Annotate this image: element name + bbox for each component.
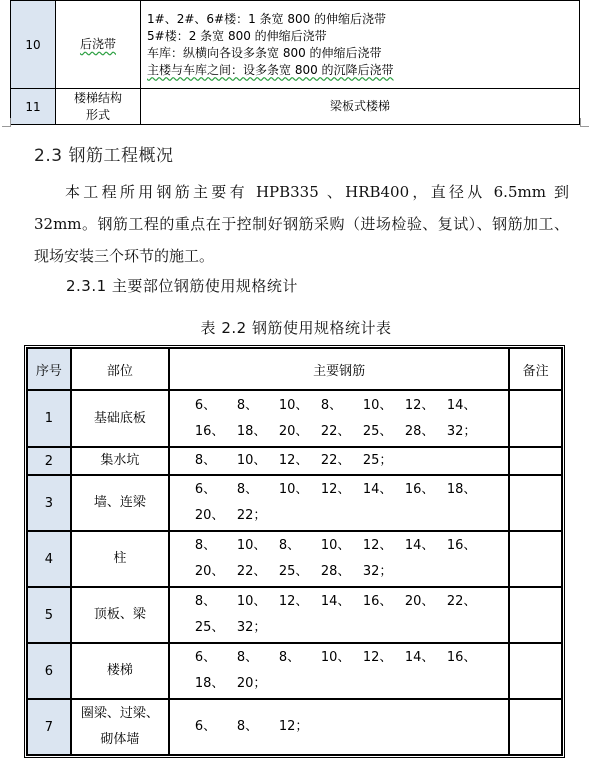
row-part: 集水坑 [71, 447, 169, 475]
row-part: 柱 [71, 531, 169, 587]
rebar-sizes [169, 475, 509, 531]
rebar-size: 8、 [236, 397, 259, 413]
rebar-sizes [169, 699, 509, 755]
table-row [27, 699, 562, 755]
rebar-sizes [169, 447, 509, 475]
row-number: 1 [27, 390, 71, 447]
rebar-size-line [195, 419, 508, 445]
row-part: 墙、连梁 [71, 475, 169, 531]
row-part [71, 699, 169, 755]
rebar-size: 8、 [278, 650, 301, 665]
row-remarks [509, 643, 562, 699]
rebar-size: 12； [278, 719, 309, 734]
row-remarks [509, 699, 562, 755]
rebar-size: 8、 [236, 482, 259, 497]
rebar-size: 28、 [320, 564, 351, 579]
rebar-size: 12、 [404, 397, 435, 413]
header-remarks: 备注 [509, 348, 562, 390]
rebar-size: 10、 [320, 538, 351, 553]
rebar-sizes [169, 531, 509, 587]
rebar-size: 10、 [362, 397, 393, 413]
row-number: 4 [27, 531, 71, 587]
header-index: 序号 [27, 348, 71, 390]
rebar-size: 10、 [278, 397, 309, 413]
rebar-size: 32； [446, 423, 477, 439]
row-number: 7 [27, 699, 71, 755]
rebar-size: 8、 [236, 650, 259, 665]
section-heading: 2.3 钢筋工程概况 [34, 146, 174, 166]
page-corner-marker [2, 118, 11, 127]
table-row [11, 89, 580, 125]
rebar-size: 22、 [320, 423, 351, 439]
rebar-size: 25、 [278, 564, 309, 579]
rebar-size: 28、 [404, 423, 435, 439]
rebar-size: 8、 [194, 453, 217, 468]
page-corner-marker [580, 118, 589, 127]
table-row [27, 587, 562, 643]
table-row [27, 531, 562, 587]
rebar-size-line [195, 393, 508, 419]
row-description [141, 1, 580, 89]
table-row [27, 447, 562, 475]
rebar-size: 20； [236, 676, 267, 691]
rebar-size: 20、 [278, 423, 309, 439]
rebar-size: 8、 [320, 397, 343, 413]
row-part: 楼梯结构 形式 [56, 89, 141, 125]
row-description: 梁板式楼梯 [141, 89, 580, 125]
rebar-size-line [195, 645, 508, 671]
rebar-size: 16、 [362, 594, 393, 609]
row-remarks [509, 447, 562, 475]
rebar-size: 8、 [194, 594, 217, 609]
rebar-size: 6、 [194, 482, 217, 497]
rebar-size: 8、 [194, 538, 217, 553]
row-remarks [509, 587, 562, 643]
description-line: 1#、2#、6#楼：1 条宽 800 的伸缩后浇带 [147, 11, 387, 26]
rebar-size-line [195, 671, 508, 697]
rebar-size-line [195, 448, 508, 474]
rebar-size: 25； [362, 453, 393, 468]
rebar-size: 6、 [194, 719, 217, 734]
rebar-size: 20、 [404, 594, 435, 609]
table-caption: 表 2.2 钢筋使用规格统计表 [200, 319, 392, 337]
rebar-size: 10、 [278, 482, 309, 497]
rebar-size: 20、 [194, 508, 225, 523]
rebar-size: 20、 [194, 564, 225, 579]
rebar-size: 18、 [194, 676, 225, 691]
rebar-size: 14、 [362, 482, 393, 497]
rebar-size: 14、 [404, 650, 435, 665]
row-number: 2 [27, 447, 71, 475]
rebar-size: 16、 [446, 538, 477, 553]
rebar-size: 8、 [278, 538, 301, 553]
rebar-size: 12、 [278, 453, 309, 468]
rebar-size: 16、 [194, 423, 225, 439]
rebar-size-line [195, 503, 508, 529]
row-part: 顶板、梁 [71, 587, 169, 643]
rebar-size: 18、 [446, 482, 477, 497]
table-row [11, 1, 580, 89]
rebar-size: 16、 [446, 650, 477, 665]
rebar-size-line [195, 477, 508, 503]
rebar-table-body [27, 390, 562, 755]
rebar-size: 6、 [194, 650, 217, 665]
header-part: 部位 [71, 348, 169, 390]
rebar-sizes [169, 390, 509, 447]
table-header-row [27, 348, 562, 390]
rebar-size: 10、 [236, 538, 267, 553]
table-row [27, 390, 562, 447]
rebar-sizes [169, 643, 509, 699]
description-line: 主楼与车库之间：设多条宽 800 的沉降后浇带 [147, 62, 394, 77]
row-number: 3 [27, 475, 71, 531]
table-row [27, 643, 562, 699]
rebar-size: 22； [236, 508, 267, 523]
row-remarks [509, 531, 562, 587]
rebar-size: 25、 [194, 620, 225, 635]
table-row [27, 475, 562, 531]
header-main-rebar: 主要钢筋 [169, 348, 509, 390]
rebar-size-line [195, 533, 508, 559]
rebar-size: 16、 [404, 482, 435, 497]
row-part: 楼梯 [71, 643, 169, 699]
row-number: 5 [27, 587, 71, 643]
rebar-size: 32； [236, 620, 267, 635]
rebar-size: 12、 [278, 594, 309, 609]
rebar-size: 10、 [320, 650, 351, 665]
row-number: 6 [27, 643, 71, 699]
rebar-size: 12、 [362, 538, 393, 553]
rebar-size-line [195, 589, 508, 615]
section-paragraph: 本工程所用钢筋主要有 HPB335 、HRB400，直径从 6.5mm 到 32mm。钢筋工程的重点在于控制好钢筋采购（进场检验、复试）、钢筋加工、现场安装三个环节的施工。 [34, 183, 569, 265]
rebar-size: 25、 [362, 423, 393, 439]
rebar-size: 22、 [320, 453, 351, 468]
row-part: 后浇带 [56, 1, 141, 89]
rebar-size: 14、 [404, 538, 435, 553]
rebar-size: 18、 [236, 423, 267, 439]
row-part: 基础底板 [71, 390, 169, 447]
part-line: 圈梁、过梁、 [80, 706, 159, 721]
rebar-size-line [195, 615, 508, 641]
rebar-size: 12、 [320, 482, 351, 497]
rebar-sizes [169, 587, 509, 643]
part-line: 砌体墙 [100, 732, 140, 747]
subsection-heading: 2.3.1 主要部位钢筋使用规格统计 [66, 277, 298, 295]
rebar-size: 32； [362, 564, 393, 579]
row-number: 11 [11, 89, 56, 125]
description-line: 车库：纵横向各设多条宽 800 的伸缩后浇带 [147, 45, 382, 60]
rebar-size: 12、 [362, 650, 393, 665]
rebar-size: 14、 [446, 397, 477, 413]
rebar-size: 22、 [236, 564, 267, 579]
rebar-size: 14、 [320, 594, 351, 609]
rebar-size-line [195, 714, 508, 740]
rebar-size: 10、 [236, 453, 267, 468]
rebar-size: 8、 [236, 719, 259, 734]
rebar-size-line [195, 559, 508, 585]
description-line: 5#楼：2 条宽 800 的伸缩后浇带 [147, 28, 327, 43]
building-overview-table-fragment [10, 0, 580, 125]
row-remarks [509, 390, 562, 447]
rebar-size: 10、 [236, 594, 267, 609]
row-remarks [509, 475, 562, 531]
rebar-size: 6、 [194, 397, 217, 413]
rebar-size: 22、 [446, 594, 477, 609]
row-number: 10 [11, 1, 56, 89]
rebar-spec-table [24, 345, 565, 758]
